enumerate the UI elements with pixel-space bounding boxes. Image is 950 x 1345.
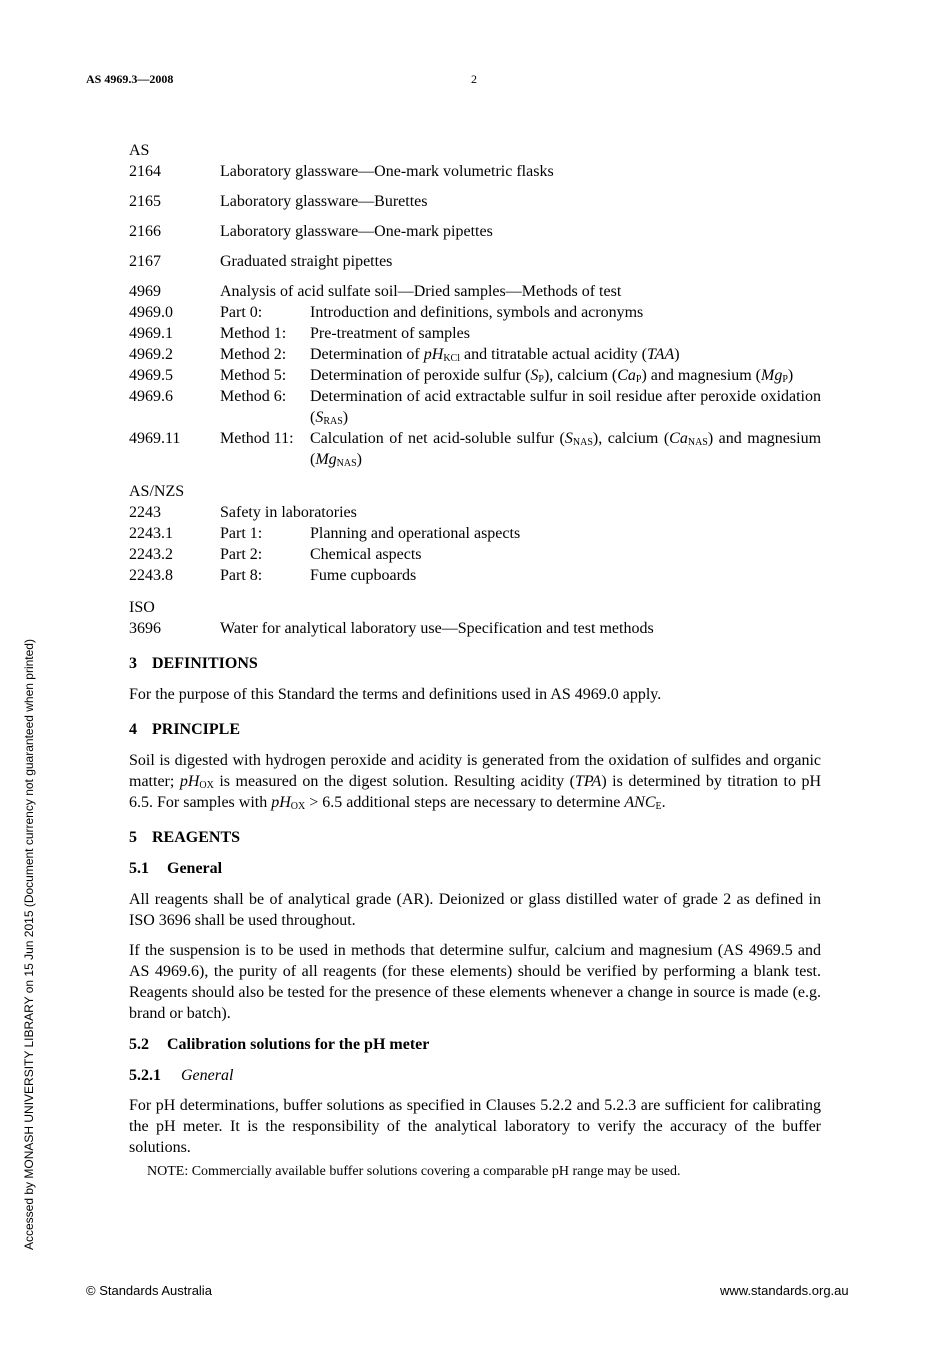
reference-code: 4969.11 — [129, 430, 181, 447]
calibration-note: NOTE: Commercially available buffer solutions covering a comparable pH range may be used. — [147, 1164, 681, 1179]
reference-title: Determination of $pH_{KCl}$ and titratable actual acidity (TAA) — [310, 346, 680, 364]
reference-row — [129, 221, 821, 242]
reference-part: Part 2: — [220, 546, 263, 563]
reference-part: Part 8: — [220, 567, 263, 584]
reference-code: 4969.2 — [129, 346, 173, 363]
reference-title: Planning and operational aspects — [310, 525, 521, 542]
reference-title: Introduction and definitions, symbols and acronyms — [310, 304, 644, 321]
reference-code: 2166 — [129, 223, 161, 240]
reference-code: 3696 — [129, 620, 161, 637]
reference-prefix-asnzs: AS/NZS — [129, 483, 185, 500]
reference-row — [129, 302, 821, 323]
reference-part: Method 11: — [220, 430, 294, 447]
reference-title: Fume cupboards — [310, 567, 417, 584]
reference-title: Water for analytical laboratory use—Specification and test methods — [220, 620, 654, 637]
section-heading-principle: 4 PRINCIPLE — [129, 721, 241, 738]
reference-code: 2243.1 — [129, 525, 173, 542]
reagents-general-paragraph: All reagents shall be of analytical grade (AR). Deionized or glass distilled water of grade 2 as defined in ISO 3696 shall be used throughout. — [129, 891, 821, 929]
reference-title: Pre-treatment of samples — [310, 325, 470, 342]
reference-title: Chemical aspects — [310, 546, 422, 563]
reference-code: 2243.8 — [129, 567, 173, 584]
reference-row — [129, 386, 821, 428]
page-body — [129, 140, 821, 1182]
reference-part: Method 2: — [220, 346, 287, 363]
reference-row — [129, 281, 821, 302]
reference-title: Analysis of acid sulfate soil—Dried samples—Methods of test — [220, 283, 622, 300]
clause-heading-general: 5.2.1 General — [129, 1067, 234, 1084]
reagents-purity-paragraph: If the suspension is to be used in methods that determine sulfur, calcium and magnesium (AS 4969.5 and AS 4969.6), the purity of all reagents (for these elements) should be verified by performing a blank test. Reagents should also be tested for the presence of these elements whenever a change in source is made (e.g. brand or batch). — [129, 942, 821, 1022]
reference-title: Determination of peroxide sulfur $(S_P)$, calcium $(Ca_P)$ and magnesium $(Mg_P)$ — [310, 367, 794, 385]
access-watermark: Accessed by MONASH UNIVERSITY LIBRARY on 15 Jun 2015 (Document currency not guaranteed when printed) — [22, 639, 36, 1250]
reference-part: Method 5: — [220, 367, 287, 384]
reference-part: Method 6: — [220, 388, 287, 405]
reference-title: Safety in laboratories — [220, 504, 357, 521]
reference-code: 2165 — [129, 193, 161, 210]
calibration-paragraph: For pH determinations, buffer solutions as specified in Clauses 5.2.2 and 5.2.3 are sufficient for calibrating the pH meter. It is the responsibility of the analytical laboratory to verify the accuracy of the buffer solutions. — [129, 1097, 821, 1156]
reference-part: Method 1: — [220, 325, 287, 342]
reference-row — [129, 365, 821, 386]
reference-part: Part 0: — [220, 304, 263, 321]
reference-row — [129, 344, 821, 365]
subsection-heading-general: 5.1 General — [129, 860, 223, 877]
reference-row — [129, 565, 821, 586]
reference-code: 2243 — [129, 504, 161, 521]
reference-row — [129, 323, 821, 344]
reference-code: 4969.6 — [129, 388, 173, 405]
subsection-heading-calibration: 5.2 Calibration solutions for the pH meter — [129, 1036, 430, 1053]
reference-row — [129, 251, 821, 272]
definitions-paragraph: For the purpose of this Standard the terms and definitions used in AS 4969.0 apply. — [129, 686, 662, 703]
reference-title: Laboratory glassware—Burettes — [220, 193, 428, 210]
reference-row — [129, 191, 821, 212]
reference-row — [129, 523, 821, 544]
reference-prefix-iso: ISO — [129, 599, 155, 616]
footer-website-link[interactable]: www.standards.org.au — [720, 1283, 849, 1298]
reference-code: 2167 — [129, 253, 161, 270]
reference-title: Determination of acid extractable sulfur in soil residue after peroxide oxidation $(S_{RAS})$ — [310, 388, 821, 427]
principle-paragraph: Soil is digested with hydrogen peroxide and acidity is generated from the oxidation of sulfides and organic matter; $pH_{OX}$ is measured on the digest solution. Resulting acidity (TPA) is determined by titration to pH 6.5. For samples with $pH_{OX} > 6.5$ additional steps are necessary to determine $ANC_E$. — [129, 752, 822, 812]
reference-code: 2164 — [129, 163, 161, 180]
reference-row — [129, 428, 821, 470]
reference-code: 4969.5 — [129, 367, 173, 384]
reference-prefix-as: AS — [129, 142, 150, 159]
section-heading-reagents: 5 REAGENTS — [129, 829, 241, 846]
footer-copyright: © Standards Australia — [86, 1283, 212, 1298]
reference-title: Calculation of net acid-soluble sulfur $(S_{NAS})$, calcium $(Ca_{NAS})$ and magnesium $(Mg_{NAS})$ — [310, 430, 822, 469]
document-standard-number: AS 4969.3—2008 — [86, 72, 174, 86]
reference-title: Laboratory glassware—One-mark volumetric flasks — [220, 163, 554, 180]
reference-title: Laboratory glassware—One-mark pipettes — [220, 223, 493, 240]
reference-row — [129, 502, 821, 523]
section-heading-definitions: 3 DEFINITIONS — [129, 655, 258, 672]
reference-code: 2243.2 — [129, 546, 173, 563]
reference-title: Graduated straight pipettes — [220, 253, 393, 270]
reference-code: 4969.1 — [129, 325, 173, 342]
reference-code: 4969.0 — [129, 304, 173, 321]
reference-code: 4969 — [129, 283, 161, 300]
reference-part: Part 1: — [220, 525, 263, 542]
reference-row — [129, 544, 821, 565]
reference-row — [129, 161, 821, 182]
reference-row — [129, 618, 821, 639]
page-number: 2 — [471, 72, 477, 86]
